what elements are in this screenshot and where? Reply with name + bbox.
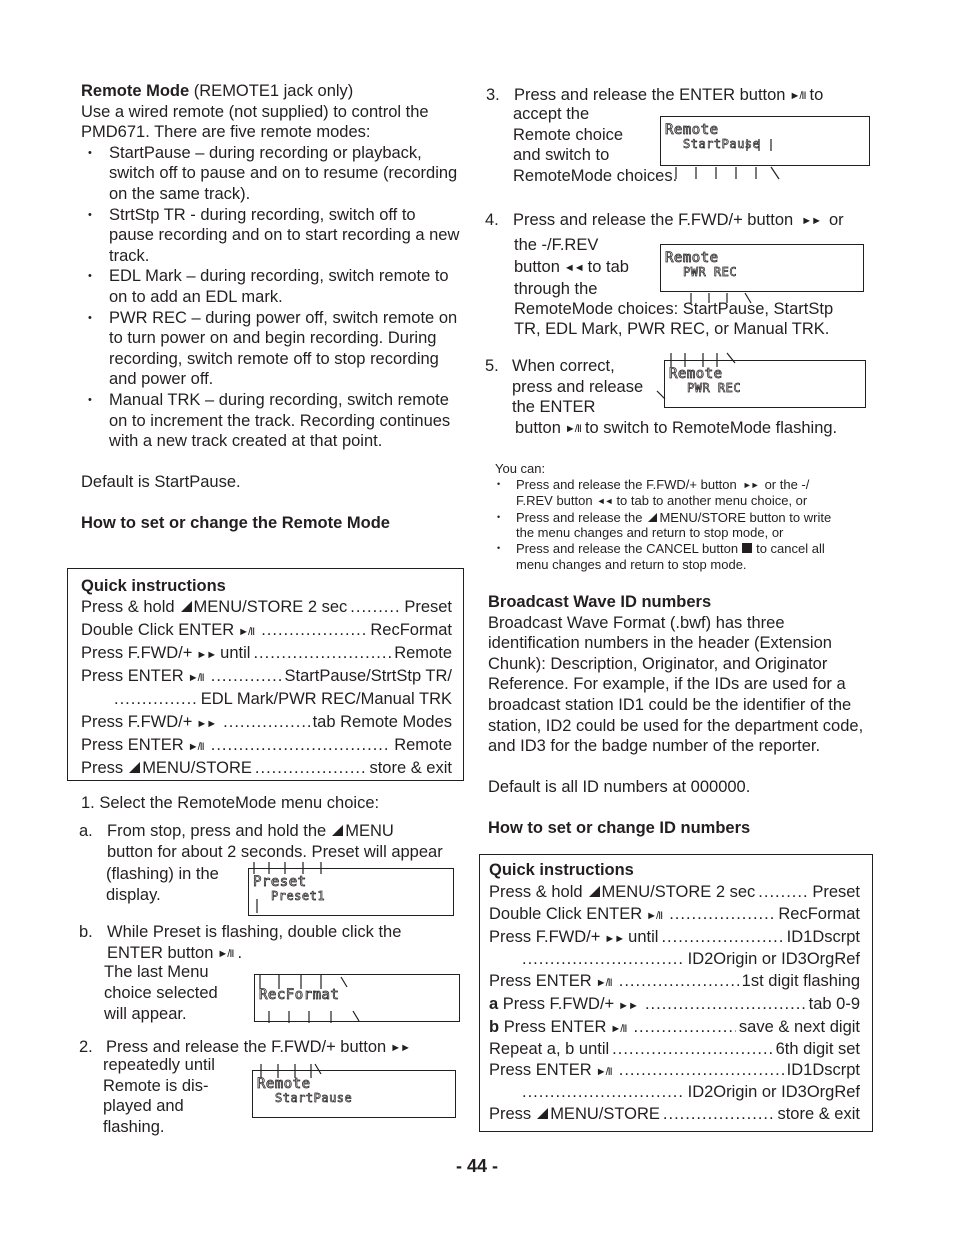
quick-row: Double Click ENTER ►/II ..... RecFormat <box>81 619 452 642</box>
quick-row: Press ENTER ►/II ..... StartPause/StrtStp TR/ <box>81 665 452 688</box>
quick-row: Press & hold MENU/STORE 2 sec ..... Preset <box>81 596 452 619</box>
fast-forward-icon: ►► <box>390 1042 410 1054</box>
quick-row: Repeat a, b until ..... 6th digit set <box>489 1038 860 1060</box>
you-can-list <box>495 477 875 573</box>
quick-row: Press ENTER ►/II ..... 1st digit flashing <box>489 970 860 992</box>
quick-row: Double Click ENTER ►/II ..... RecFormat <box>489 903 860 925</box>
stop-icon <box>742 543 752 553</box>
step-3-label: 3. <box>486 86 500 104</box>
step-2-line: played and <box>103 1097 184 1115</box>
menu-store-icon <box>648 513 657 522</box>
step-1b-choice: choice selected <box>104 984 218 1002</box>
step-5-label: 5. <box>485 357 499 375</box>
step-1b-last: The last Menu <box>104 963 209 981</box>
menu-store-icon <box>589 886 600 897</box>
menu-store-icon <box>129 762 140 773</box>
step-1a-label: a. <box>79 822 93 840</box>
fast-forward-icon: ►► <box>604 933 625 945</box>
quick-instructions-remote <box>67 568 464 781</box>
fast-forward-icon: ►► <box>618 1000 638 1012</box>
step-1a: From stop, press and hold the MENU button for about 2 seconds. Preset will appear <box>107 822 443 861</box>
step-4-rest: TR, EDL Mark, PWR REC, or Manual TRK. <box>514 320 830 338</box>
step-2-line: Remote is dis- <box>103 1077 209 1095</box>
step-1: 1. Select the RemoteMode menu choice: <box>81 794 380 812</box>
step-1b: While Preset is flashing, double click the <box>107 923 402 941</box>
quick-row: Press F.FWD/+ ►► until ..... Remote <box>81 642 452 665</box>
step-5-rest: button ►/II to switch to RemoteMode flashing. <box>515 418 837 440</box>
quick-row: Press & hold MENU/STORE 2 sec ..... Preset <box>489 881 860 903</box>
play-pause-icon: ►/II <box>789 90 806 102</box>
rewind-icon: ◄◄ <box>563 262 584 274</box>
step-3-line: accept the <box>513 105 590 123</box>
remote-mode-intro: Use a wired remote (not supplied) to control the PMD671. There are five remote modes: <box>81 102 429 142</box>
quick-row: Press ENTER ►/II ..... ID1Dscrpt <box>489 1060 860 1081</box>
list-item: • StrtStp TR - during recording, switch off to pause recording and on to start recording a new track. <box>81 205 461 267</box>
step-4-rest: RemoteMode choices: StartPause, StartStp <box>514 300 834 318</box>
you-can-section <box>495 461 875 572</box>
page-number: - 44 - <box>455 1156 498 1176</box>
list-item: • Press and release the F.FWD/+ button ►► or the -/ F.REV button ◄◄ to tab to another menu choice, or <box>495 477 875 510</box>
menu-store-icon <box>537 1108 548 1119</box>
remote-mode-section <box>81 81 461 534</box>
step-2-line: flashing. <box>103 1118 165 1136</box>
play-pause-icon: ►/II <box>187 741 204 753</box>
lcd-remote-3: Remote PWR REC <box>660 244 864 292</box>
play-pause-icon: ►/II <box>646 910 663 922</box>
list-item: • Press and release the MENU/STORE button to write the menu changes and return to stop mode, or <box>495 510 875 541</box>
step-4-line: through the <box>514 280 598 298</box>
bwf-heading: Broadcast Wave ID numbers <box>488 593 712 611</box>
bwf-default: Default is all ID numbers at 000000. <box>488 777 751 796</box>
step-3-line: Remote choice <box>513 126 624 144</box>
lcd-recformat: RecFormat <box>254 974 460 1022</box>
fast-forward-icon: ►► <box>801 215 821 227</box>
step-3-line: and switch to <box>513 146 610 164</box>
lcd-remote-4: Remote PWR REC <box>664 360 866 408</box>
quick-row: Press ENTER ►/II ..... Remote <box>81 734 452 757</box>
howto-remote-heading: How to set or change the Remote Mode <box>81 514 390 533</box>
list-item: • StartPause – during recording or playback, switch off to pause and on to resume (recording on the same track). <box>81 143 461 205</box>
fast-forward-icon: ►► <box>742 479 759 490</box>
step-4-label: 4. <box>485 211 499 229</box>
play-pause-icon: ►/II <box>564 423 581 435</box>
quick-row: ..... EDL Mark/PWR REC/Manual TRK <box>81 688 452 711</box>
play-pause-icon: ►/II <box>595 977 612 989</box>
step-4: Press and release the F.FWD/+ button ►► or <box>513 210 844 232</box>
quick-instructions-id <box>479 854 873 1132</box>
step-5-line: press and release <box>512 378 644 396</box>
default-remote: Default is StartPause. <box>81 472 241 491</box>
play-pause-icon: ►/II <box>238 626 255 638</box>
quick-row: ..... ID2Origin or ID3OrgRef <box>489 1081 860 1103</box>
fast-forward-icon: ►► <box>196 718 217 730</box>
step-3-line: RemoteMode choices. <box>513 167 678 185</box>
quick-row: ..... ID2Origin or ID3OrgRef <box>489 949 860 970</box>
lcd-remote-2: Remote StartPause <box>660 116 870 166</box>
list-item: • EDL Mark – during recording, switch remote to on to add an EDL mark. <box>81 266 461 307</box>
step-1b-enter: ENTER button ►/II . <box>107 943 242 965</box>
list-item: • Manual TRK – during recording, switch remote on to increment the track. Recording continues with a new track created at that point. <box>81 390 461 452</box>
step-1b-appear: will appear. <box>104 1005 187 1023</box>
menu-store-icon <box>332 825 343 836</box>
play-pause-icon: ►/II <box>610 1023 627 1035</box>
bwf-text: Broadcast Wave Format (.bwf) has three identification numbers in the header (Extension Chunk): Description, Originator, and Originator Reference. For example, if the IDs are used for a broadcast station ID1 could be the identifier of the station, ID2 could be used for the department code, and ID3 for the badge number of the reporter. <box>488 613 864 756</box>
menu-store-icon <box>181 601 192 612</box>
step-2: Press and release the F.FWD/+ button ►► <box>106 1037 414 1059</box>
quick-instructions-title: Quick instructions <box>81 577 226 595</box>
quick-row: Press MENU/STORE ..... store & exit <box>81 757 452 780</box>
you-can-label: You can: <box>495 461 546 476</box>
step-5-line: When correct, <box>512 357 615 375</box>
step-5-line: the ENTER <box>512 398 596 416</box>
play-pause-icon: ►/II <box>187 672 204 684</box>
lcd-remote-1: Remote StartPause <box>252 1070 456 1118</box>
howto-id-heading: How to set or change ID numbers <box>488 819 751 838</box>
fast-forward-icon: ►► <box>196 649 217 661</box>
list-item: • PWR REC – during power off, switch remote on to turn power on and begin recording. During recording, switch remote off to stop recording and power off. <box>81 308 461 390</box>
step-4-line: the -/F.REV <box>514 236 599 254</box>
play-pause-icon: ►/II <box>595 1066 612 1078</box>
step-4-line: button ◄◄ to tab <box>514 257 629 279</box>
step-3: Press and release the ENTER button ►/II to <box>514 85 823 107</box>
step-2-line: repeatedly until <box>103 1056 215 1074</box>
quick-row: Press MENU/STORE ..... store & exit <box>489 1103 860 1125</box>
list-item: • Press and release the CANCEL button to cancel all menu changes and return to stop mode. <box>495 541 875 572</box>
step-1b-label: b. <box>79 923 93 941</box>
quick-row: a Press F.FWD/+ ►► ..... tab 0-9 <box>489 992 860 1016</box>
rewind-icon: ◄◄ <box>596 496 613 507</box>
remote-mode-heading: Remote Mode (REMOTE1 jack only) <box>81 82 354 100</box>
bwf-section <box>488 592 868 839</box>
quick-row: b Press ENTER ►/II ..... save & next digit <box>489 1016 860 1038</box>
quick-row: Press F.FWD/+ ►► until ..... ID1Dscrpt <box>489 925 860 949</box>
remote-modes-list <box>81 143 461 452</box>
quick-row: Press F.FWD/+ ►► ..... tab Remote Modes <box>81 711 452 734</box>
step-1a-flash: (flashing) in the <box>106 865 219 883</box>
step-2-label: 2. <box>79 1038 93 1056</box>
quick-instructions-title: Quick instructions <box>489 861 634 879</box>
step-1a-display: display. <box>106 886 161 904</box>
play-pause-icon: ►/II <box>217 948 234 960</box>
lcd-preset: Preset Preset1 <box>248 868 454 916</box>
